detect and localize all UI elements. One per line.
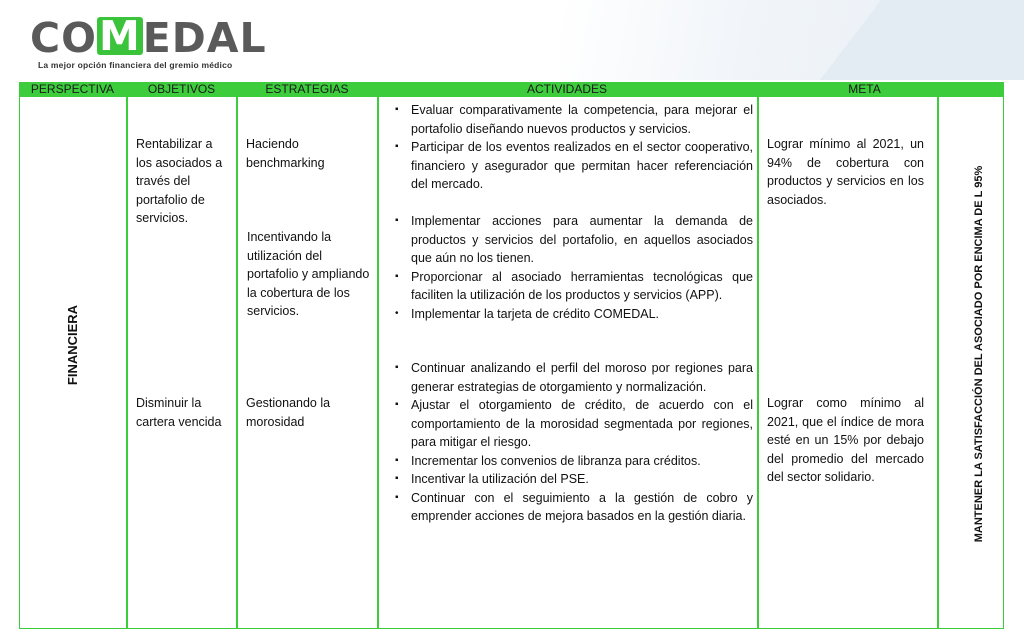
logo-highlight-letter: M bbox=[98, 12, 141, 60]
column-divider bbox=[937, 97, 939, 628]
list-item: ▪ Ajustar el otorgamiento de crédito, de acuerdo con el comportamiento de la morosidad segmentada por regiones, para mitigar el riesgo. bbox=[395, 398, 753, 449]
goal-vertical-label: MANTENER LA SATISFACCIÓN DEL ASOCIADO POR ENCIMA DE L 95% bbox=[973, 165, 985, 543]
bullet-square-icon: ▪ bbox=[395, 141, 399, 152]
bullet-square-icon: ▪ bbox=[395, 491, 399, 503]
header-blank bbox=[937, 82, 1004, 96]
company-logo bbox=[30, 14, 290, 74]
bullet-square-icon: ▪ bbox=[395, 362, 399, 373]
list-item: ▪ Incrementar los convenios de libranza para créditos. bbox=[393, 452, 753, 471]
bullet-square-icon: ▪ bbox=[395, 215, 399, 226]
bullet-dot-icon: • bbox=[395, 307, 399, 319]
objective-2: Disminuir la cartera vencida bbox=[136, 396, 222, 429]
column-divider bbox=[236, 97, 238, 628]
activities-group-3 bbox=[393, 359, 753, 526]
header-meta: META bbox=[848, 82, 881, 96]
bullet-square-icon: ▪ bbox=[395, 104, 399, 115]
target-1: Lograr mínimo al 2021, un 94% de cobertura con productos y servicios en los asociados. bbox=[767, 137, 924, 207]
bullet-square-icon: ▪ bbox=[395, 454, 399, 466]
column-divider bbox=[757, 97, 759, 628]
objective-1: Rentabilizar a los asociados a través del portafolio de servicios. bbox=[136, 137, 223, 225]
list-item: ▪ Incentivar la utilización del PSE. bbox=[393, 470, 753, 489]
list-item: ▪ Continuar con el seguimiento a la gestión de cobro y emprender acciones de mejora basados en la gestión diaria. bbox=[395, 490, 753, 523]
bullet-square-icon: ▪ bbox=[395, 473, 399, 484]
header-perspectiva: PERSPECTIVA bbox=[30, 82, 115, 96]
activities-group-2 bbox=[393, 212, 753, 323]
perspective-label: FINANCIERA bbox=[65, 304, 80, 386]
header-estrategias: ESTRATEGIAS bbox=[265, 82, 349, 96]
header-objetivos: OBJETIVOS bbox=[147, 82, 216, 96]
list-item: ▪ Proporcionar al asociado herramientas tecnológicas que faciliten la utilización de los productos y servicios (APP). bbox=[395, 269, 753, 302]
list-item: ▪ Continuar analizando el perfil del moroso por regiones para generar estrategias de otorgamiento y normalización. bbox=[395, 361, 753, 394]
bullet-square-icon: ▪ bbox=[395, 270, 399, 282]
logo-wordmark: COMEDAL bbox=[30, 12, 267, 62]
list-item: ▪ Implementar acciones para aumentar la demanda de productos y servicios del portafolio, en aquellos asociados que aún no los tienen. bbox=[395, 214, 753, 265]
bullet-square-icon: ▪ bbox=[395, 399, 399, 410]
list-item: • Implementar la tarjeta de crédito COMEDAL. bbox=[393, 305, 753, 324]
table-body bbox=[19, 96, 1004, 629]
activities-group-1 bbox=[393, 101, 753, 194]
column-divider bbox=[126, 97, 128, 628]
column-divider bbox=[377, 97, 379, 628]
table-header bbox=[19, 82, 1004, 96]
target-2: Lograr como mínimo al 2021, que el índice de mora esté en un 15% por debajo del promedio del mercado del sector solidario. bbox=[767, 396, 924, 484]
list-item: ▪ Participar de los eventos realizados en el sector cooperativo, financiero y asegurador que permitan hacer referenciación del mercado. bbox=[395, 140, 753, 191]
logo-tagline: La mejor opción financiera del gremio médico bbox=[38, 60, 233, 70]
strategy-3: Gestionando la morosidad bbox=[246, 396, 331, 429]
list-item: ▪ Evaluar comparativamente la competencia, para mejorar el portafolio diseñando nuevos productos y servicios. bbox=[395, 103, 753, 136]
strategy-2: Incentivando la utilización del portafolio y ampliando la cobertura de los servicios. bbox=[247, 230, 370, 318]
header-actividades: ACTIVIDADES bbox=[526, 82, 607, 96]
strategy-1: Haciendo benchmarking bbox=[246, 137, 325, 170]
